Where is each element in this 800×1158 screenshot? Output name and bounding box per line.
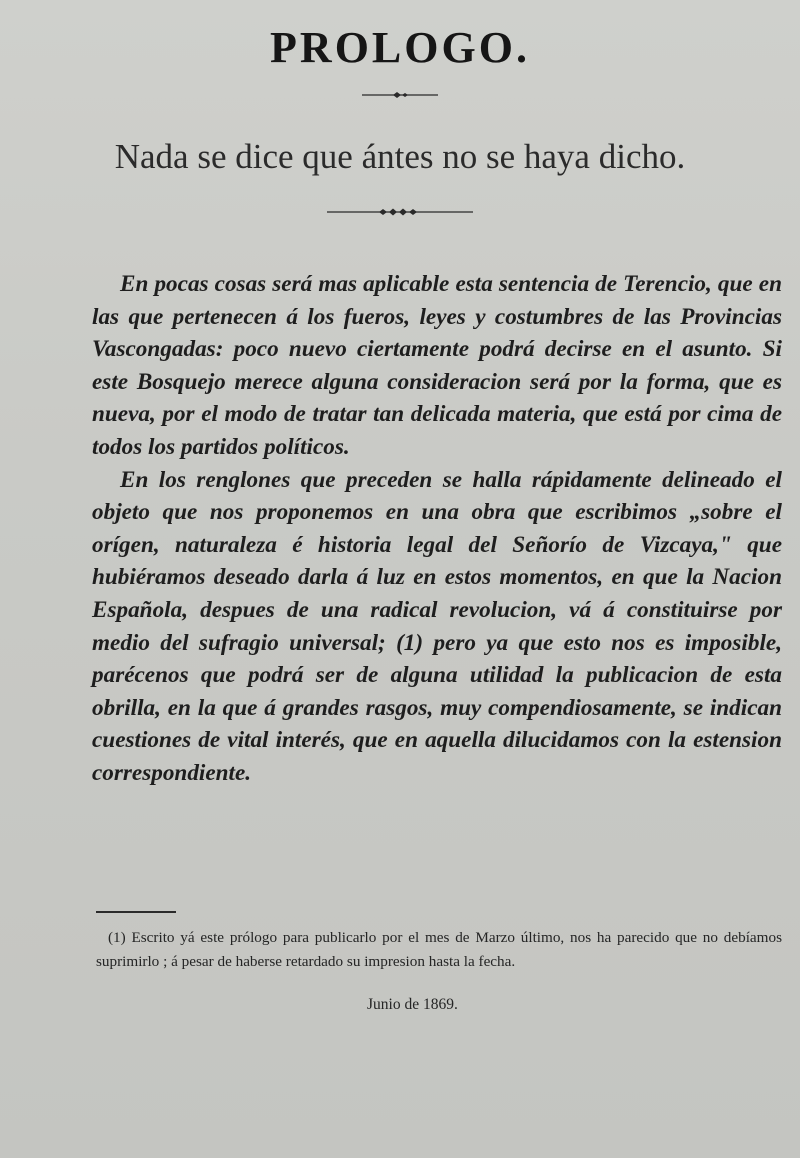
ornament-rule-icon [362,90,438,100]
footnote-text: (1) Escrito yá este prólogo para publicarlo por el mes de Marzo último, nos ha parecido que no debíamos suprimirlo ; á pesar de haberse retardado su impresion hasta la fecha. [96,929,782,970]
title-ornament [0,90,800,100]
paragraph: En los renglones que preceden se halla rápidamente delineado el objeto que nos proponemos en una obra que escribimos „sobre el orígen, naturaleza é historia legal del Señorío de Vizcaya," que hubiéramos deseado darla á luz en estos momentos, en que la Nacion Española, despues de una radical revolucion, vá á constituirse por medio del sufragio universal; (1) pero ya que esto nos es imposible, parécenos que podrá ser de alguna utilidad la publicacion de esta obrilla, en la que á grandes rasgos, muy compendiosamente, se indican cuestiones de vital interés, que en aquella dilucidamos con la estension correspondiente. [92,466,782,786]
paragraph: En pocas cosas será mas aplicable esta sentencia de Terencio, que en las que pertenecen á los fueros, leyes y costumbres de las Provincias Vascongadas: poco nuevo ciertamente podrá decirse en el asunto. Si este Bosquejo merece alguna consideracion será por la forma, que es nueva, por el modo de tratar tan delicada materia, que está por cima de todos los partidos políticos. [92,271,782,460]
prologue-body [92,268,782,790]
page-title: PROLOGO. [270,23,530,72]
footnote-divider [96,911,176,913]
footnote-date: Junio de 1869. [367,996,458,1013]
section-ornament [0,207,800,217]
epigraph: Nada se dice que ántes no se haya dicho. [114,137,686,176]
ornament-rule-icon [327,207,473,217]
footnote [96,926,782,974]
